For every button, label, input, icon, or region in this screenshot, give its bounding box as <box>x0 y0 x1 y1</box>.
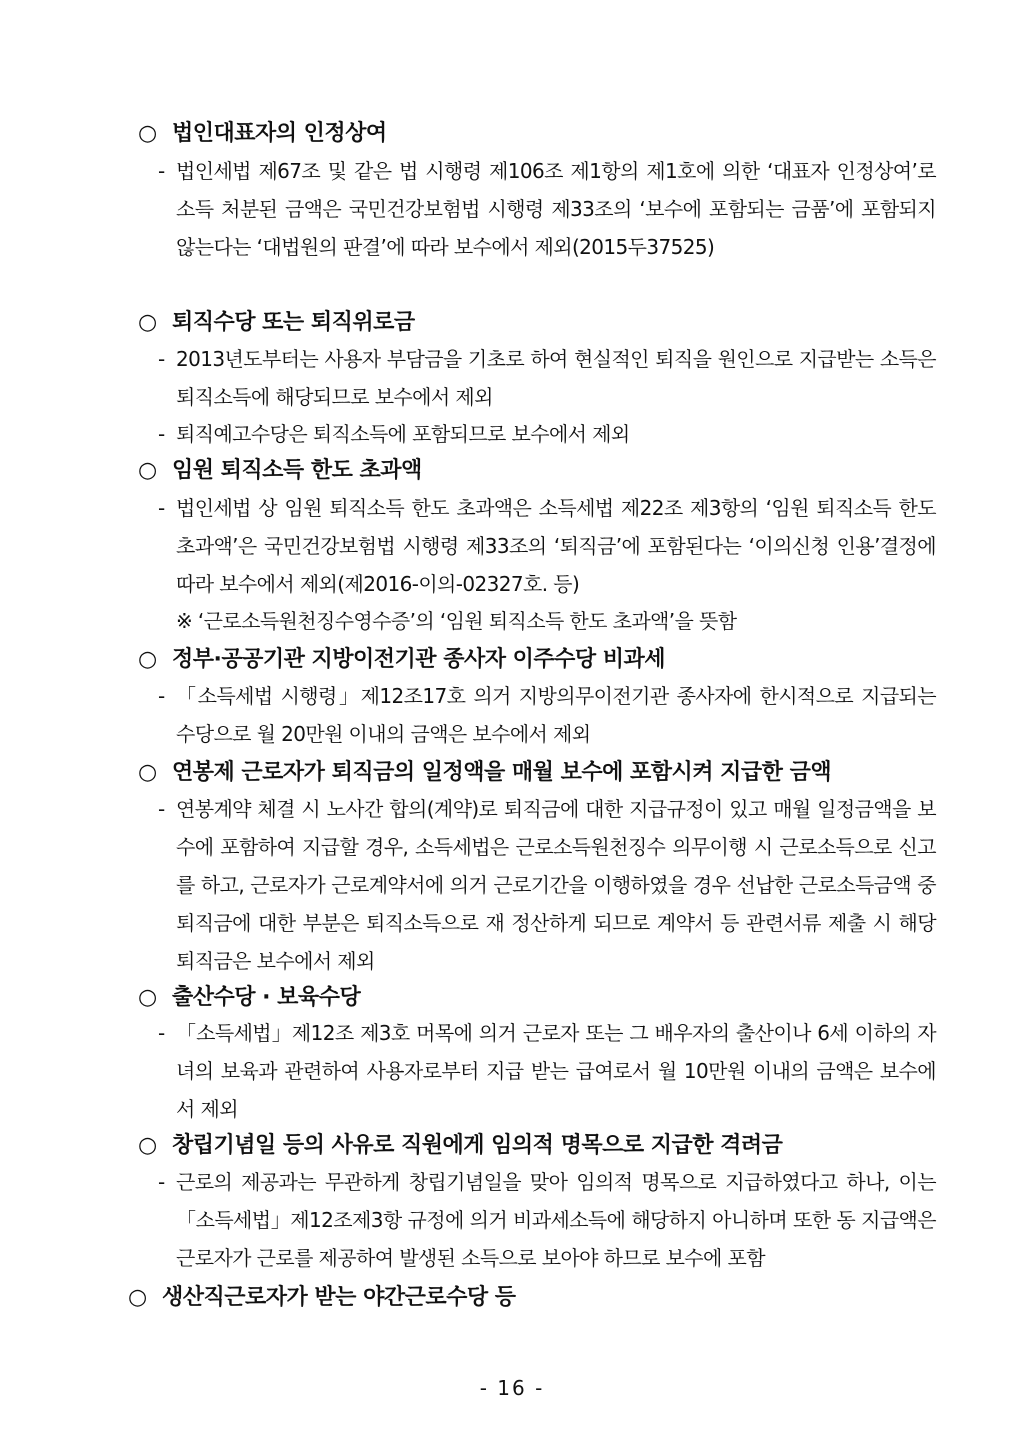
item-text: 법인세법 상 임원 퇴직소득 한도 초과액은 소득세법 제22조 제3항의 ‘임원 퇴직소득 한도 초과액’은 국민건강보험법 시행령 제33조의 ‘퇴직금’에 포함된다는 ‘이의신청 인용’결정에 따라 보수에서 제외(제2016-이의-02327호. 등) <box>176 496 936 596</box>
dash-bullet-icon: - <box>158 684 166 708</box>
dash-bullet-icon: - <box>158 496 166 520</box>
item-text: 「소득세법」제12조 제3호 머목에 의거 근로자 또는 그 배우자의 출산이나 6세 이하의 자녀의 보육과 관련하여 사용자로부터 지급 받는 급여로서 월 10만원 이내의 금액은 보수에서 제외 <box>176 1021 936 1121</box>
circle-bullet-icon: ○ <box>138 121 157 146</box>
list-item <box>158 415 938 453</box>
item-text: 법인세법 제67조 및 같은 법 시행령 제106조 제1항의 제1호에 의한 ‘대표자 인정상여’로 소득 처분된 금액은 국민건강보험법 시행령 제33조의 ‘보수에 포함되는 금품’에 포함되지 않는다는 ‘대법원의 판결’에 따라 보수에서 제외(2015두37525) <box>176 159 936 259</box>
item-text: 2013년도부터는 사용자 부담금을 기초로 하여 현실적인 퇴직을 원인으로 지급받는 소득은 퇴직소득에 해당되므로 보수에서 제외 <box>176 347 936 409</box>
list-item <box>158 677 938 753</box>
circle-bullet-icon: ○ <box>138 985 157 1010</box>
dash-bullet-icon: - <box>158 159 166 183</box>
list-item <box>158 340 938 416</box>
page-number: - 16 - <box>479 1376 545 1400</box>
dash-bullet-icon: - <box>158 1170 166 1194</box>
item-text: 퇴직예고수당은 퇴직소득에 포함되므로 보수에서 제외 <box>176 422 630 446</box>
dash-bullet-icon: - <box>158 422 166 446</box>
item-text: 근로의 제공과는 무관하게 창립기념일을 맞아 임의적 명목으로 지급하였다고 하나, 이는 「소득세법」제12조제3항 규정에 의거 비과세소득에 해당하지 아니하며 또한 동 지급액은 근로자가 근로를 제공하여 발생된 소득으로 보아야 하므로 보수에 포함 <box>176 1170 936 1270</box>
circle-bullet-icon: ○ <box>138 647 157 672</box>
list-item <box>158 790 938 980</box>
section-heading: ○ 출산수당 · 보육수당 <box>138 985 361 1010</box>
dash-bullet-icon: - <box>158 347 166 371</box>
section-heading: ○ 연봉제 근로자가 퇴직금의 일정액을 매월 보수에 포함시켜 지급한 금액 <box>138 760 832 785</box>
circle-bullet-icon: ○ <box>128 1285 147 1310</box>
circle-bullet-icon: ○ <box>138 458 157 483</box>
list-item <box>158 1163 938 1277</box>
section-heading: ○ 퇴직수당 또는 퇴직위로금 <box>138 310 415 335</box>
section-heading: ○ 생산직근로자가 받는 야간근로수당 등 <box>128 1285 516 1310</box>
list-item <box>158 489 938 603</box>
dash-bullet-icon: - <box>158 1021 166 1045</box>
section-heading: ○ 법인대표자의 인정상여 <box>138 121 387 146</box>
circle-bullet-icon: ○ <box>138 310 157 335</box>
item-text: 「소득세법 시행령」제12조17호 의거 지방의무이전기관 종사자에 한시적으로 지급되는 수당으로 월 20만원 이내의 금액은 보수에서 제외 <box>176 684 936 746</box>
list-item <box>158 1014 938 1128</box>
note-text: ※ ‘근로소득원천징수영수증’의 ‘임원 퇴직소득 한도 초과액’을 뜻함 <box>176 609 737 633</box>
section-heading: ○ 임원 퇴직소득 한도 초과액 <box>138 458 422 483</box>
section-heading: ○ 창립기념일 등의 사유로 직원에게 임의적 명목으로 지급한 격려금 <box>138 1133 783 1158</box>
section-heading: ○ 정부·공공기관 지방이전기관 종사자 이주수당 비과세 <box>138 647 666 672</box>
item-text: 연봉계약 체결 시 노사간 합의(계약)로 퇴직금에 대한 지급규정이 있고 매월 일정금액을 보수에 포함하여 지급할 경우, 소득세법은 근로소득원천징수 의무이행 시 근로소득으로 신고를 하고, 근로자가 근로계약서에 의거 근로기간을 이행하였을 경우 선납한 근로소득금액 중 퇴직금에 대한 부분은 퇴직소득으로 재 정산하게 되므로 계약서 등 관련서류 제출 시 해당 퇴직금은 보수에서 제외 <box>176 797 936 973</box>
dash-bullet-icon: - <box>158 797 166 821</box>
circle-bullet-icon: ○ <box>138 760 157 785</box>
circle-bullet-icon: ○ <box>138 1133 157 1158</box>
list-item <box>158 152 938 304</box>
